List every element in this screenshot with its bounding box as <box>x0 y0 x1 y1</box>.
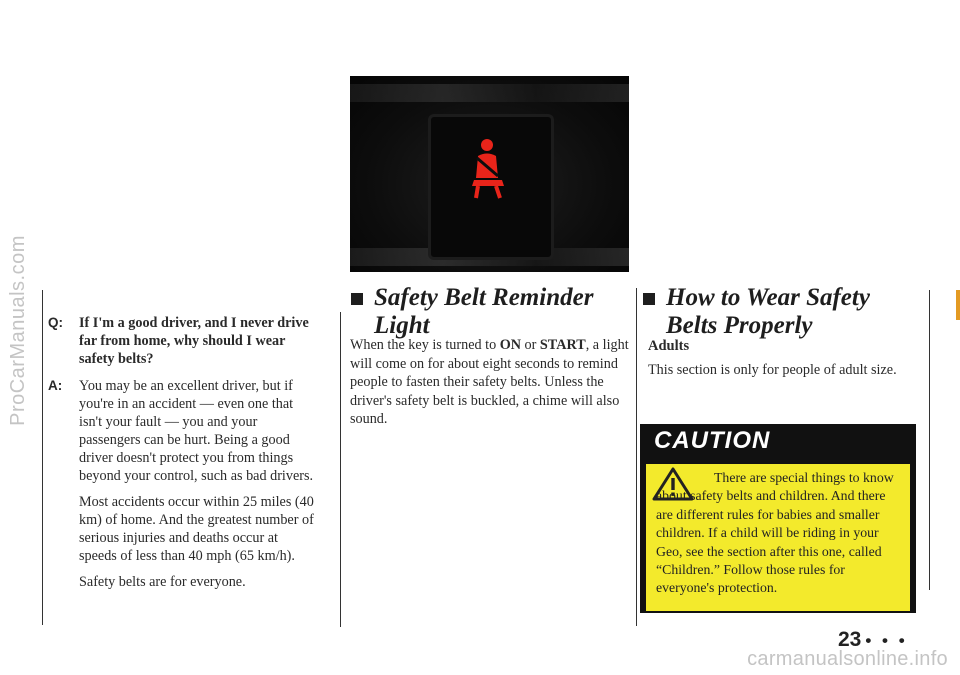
seatbelt-light-photo <box>350 76 629 272</box>
column-rule-left <box>42 290 43 625</box>
reminder-heading-line1: Safety Belt Reminder <box>374 284 594 311</box>
page-dots: • • • <box>865 631 908 650</box>
page-number <box>838 628 908 652</box>
adults-body: This section is only for people of adult size. <box>648 362 897 378</box>
reminder-text-2: or <box>521 337 540 353</box>
answer-row <box>48 377 318 599</box>
photo-band-top <box>350 84 629 102</box>
column-rule-middle <box>340 312 341 627</box>
reminder-body <box>350 336 630 429</box>
adults-subheading: Adults <box>648 338 690 354</box>
reminder-text-1: When the key is turned to <box>350 337 500 353</box>
question-text: If I'm a good driver, and I never drive far from home, why should I wear safety belts? <box>79 315 309 367</box>
caution-text <box>656 469 902 598</box>
key-start: START <box>539 337 586 353</box>
caution-box <box>640 424 916 613</box>
column-rule-far-right <box>929 290 930 590</box>
caution-message: There are special things to know about safety belts and children. And there are different rules for babies and smaller children. If a child will be riding in your Geo, see the section after this one, called “Children.” Follow those rules for everyone's protection. <box>656 470 894 596</box>
caution-title: CAUTION <box>654 427 771 454</box>
reminder-text-3: , a light will come on for about eight seconds to remind people to fasten their safety belts. Unless the driver's safety belt is buckled, a chime will also sound. <box>350 337 629 427</box>
answer-paragraph: Most accidents occur within 25 miles (40 km) of home. And the greatest number of serious injuries and deaths occur at speeds of less than 40 mph (65 km/h). <box>79 494 314 564</box>
question-row <box>48 314 318 368</box>
question-label: Q: <box>48 315 63 330</box>
seatbelt-reminder-icon <box>464 136 512 200</box>
side-watermark <box>4 30 32 630</box>
reminder-heading-line2: Light <box>374 312 430 339</box>
bottom-watermark: carmanualsonline.info <box>747 648 948 670</box>
page-number-value: 23 <box>838 628 862 651</box>
answer-label: A: <box>48 378 63 393</box>
caution-panel <box>646 464 910 611</box>
safety-belt-qa <box>48 314 318 599</box>
answer-paragraph: Safety belts are for everyone. <box>79 574 246 590</box>
key-on: ON <box>499 337 521 353</box>
side-watermark-text: ProCarManuals.com <box>6 234 29 426</box>
answer-text <box>79 377 318 599</box>
heading-bullet <box>351 293 363 305</box>
heading-bullet <box>643 293 655 305</box>
reminder-heading <box>351 284 636 340</box>
column-rule-right <box>636 288 637 626</box>
edge-tab <box>956 290 960 320</box>
wear-heading-line2: Belts Properly <box>666 312 813 339</box>
wear-heading <box>643 284 928 340</box>
answer-paragraph: You may be an excellent driver, but if you're in an accident — even one that isn't your fault — you and your passengers can be hurt. Being a good driver doesn't protect you from things beyond your control, such as bad drivers. <box>79 378 314 484</box>
wear-heading-line1: How to Wear Safety <box>666 284 870 311</box>
